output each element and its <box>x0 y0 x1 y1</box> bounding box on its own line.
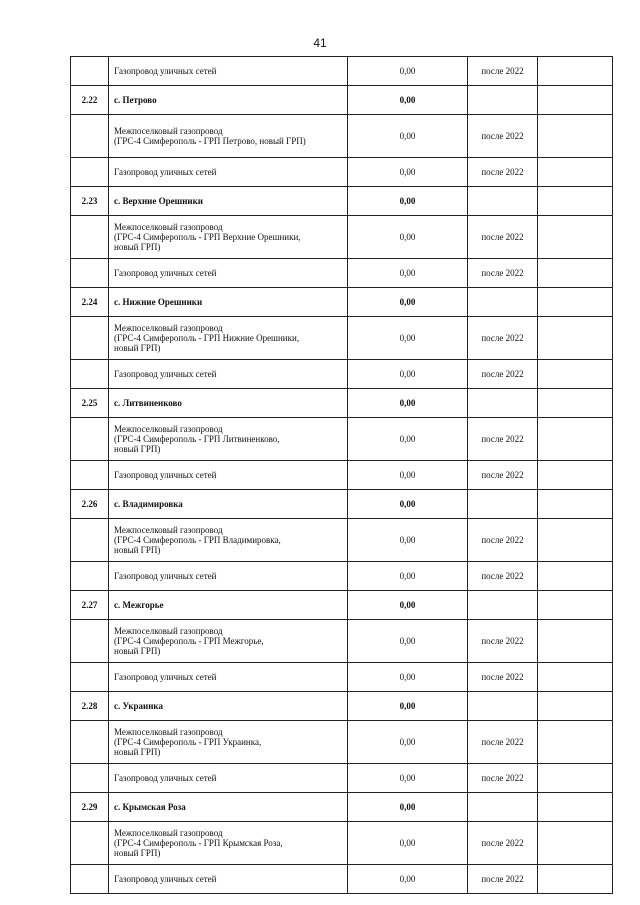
empty-cell <box>538 288 613 317</box>
object-name-line: Газопровод уличных сетей <box>114 874 217 884</box>
object-name-cell <box>109 86 348 115</box>
period-cell: после 2022 <box>468 115 538 158</box>
object-name-line: с. Крымская Роза <box>114 802 186 812</box>
object-name-cell <box>109 418 348 461</box>
value-cell: 0,00 <box>348 389 468 418</box>
table-row <box>71 519 613 562</box>
row-number-cell: 2.23 <box>71 187 109 216</box>
object-name-line: с. Межгорье <box>114 600 164 610</box>
row-number-cell: 2.26 <box>71 490 109 519</box>
row-number-cell <box>71 822 109 865</box>
object-name-cell <box>109 562 348 591</box>
object-name-cell <box>109 360 348 389</box>
object-name-line: Межпоселковый газопровод <box>114 126 223 136</box>
empty-cell <box>538 663 613 692</box>
period-cell: после 2022 <box>468 721 538 764</box>
table-row <box>71 822 613 865</box>
empty-cell <box>538 620 613 663</box>
section-row <box>71 288 613 317</box>
value-cell: 0,00 <box>348 663 468 692</box>
value-cell: 0,00 <box>348 216 468 259</box>
table-row <box>71 620 613 663</box>
object-name-line: с. Нижние Орешники <box>114 297 203 307</box>
value-cell: 0,00 <box>348 793 468 822</box>
period-cell: после 2022 <box>468 519 538 562</box>
empty-cell <box>538 317 613 360</box>
table-row <box>71 216 613 259</box>
value-cell: 0,00 <box>348 519 468 562</box>
row-number-cell <box>71 620 109 663</box>
empty-cell <box>538 418 613 461</box>
row-number-cell <box>71 216 109 259</box>
object-name-line: Газопровод уличных сетей <box>114 672 217 682</box>
object-name-cell <box>109 259 348 288</box>
row-number-cell <box>71 259 109 288</box>
object-name-line: (ГРС-4 Симферополь - ГРП Крымская Роза, <box>114 838 283 848</box>
table-body <box>71 57 613 894</box>
value-cell: 0,00 <box>348 187 468 216</box>
object-name-line: (ГРС-4 Симферополь - ГРП Верхние Орешники, <box>114 232 301 242</box>
object-name-line: Межпоселковый газопровод <box>114 525 223 535</box>
value-cell: 0,00 <box>348 591 468 620</box>
table-row <box>71 57 613 86</box>
object-name-cell <box>109 620 348 663</box>
empty-cell <box>538 793 613 822</box>
period-cell <box>468 288 538 317</box>
object-name-line: Межпоселковый газопровод <box>114 828 223 838</box>
object-name-line: Газопровод уличных сетей <box>114 571 217 581</box>
value-cell: 0,00 <box>348 86 468 115</box>
value-cell: 0,00 <box>348 259 468 288</box>
section-row <box>71 591 613 620</box>
value-cell: 0,00 <box>348 288 468 317</box>
row-number-cell <box>71 519 109 562</box>
row-number-cell <box>71 562 109 591</box>
period-cell: после 2022 <box>468 317 538 360</box>
value-cell: 0,00 <box>348 721 468 764</box>
object-name-cell <box>109 216 348 259</box>
object-name-line: с. Владимировка <box>114 499 183 509</box>
empty-cell <box>538 259 613 288</box>
value-cell: 0,00 <box>348 418 468 461</box>
value-cell: 0,00 <box>348 562 468 591</box>
section-row <box>71 187 613 216</box>
period-cell: после 2022 <box>468 259 538 288</box>
object-name-cell <box>109 692 348 721</box>
period-cell <box>468 187 538 216</box>
object-name-line: новый ГРП) <box>114 242 161 252</box>
section-row <box>71 389 613 418</box>
empty-cell <box>538 360 613 389</box>
period-cell <box>468 591 538 620</box>
table-row <box>71 115 613 158</box>
object-name-line: новый ГРП) <box>114 747 161 757</box>
object-name-cell <box>109 115 348 158</box>
value-cell: 0,00 <box>348 620 468 663</box>
object-name-cell <box>109 158 348 187</box>
object-name-cell <box>109 663 348 692</box>
object-name-cell <box>109 764 348 793</box>
object-name-line: (ГРС-4 Симферополь - ГРП Нижние Орешники, <box>114 333 300 343</box>
table-row <box>71 259 613 288</box>
row-number-cell <box>71 360 109 389</box>
object-name-cell <box>109 721 348 764</box>
object-name-line: новый ГРП) <box>114 343 161 353</box>
row-number-cell <box>71 721 109 764</box>
period-cell: после 2022 <box>468 822 538 865</box>
period-cell: после 2022 <box>468 620 538 663</box>
empty-cell <box>538 764 613 793</box>
object-name-line: Межпоселковый газопровод <box>114 626 223 636</box>
value-cell: 0,00 <box>348 865 468 894</box>
empty-cell <box>538 216 613 259</box>
object-name-line: Газопровод уличных сетей <box>114 268 217 278</box>
object-name-cell <box>109 187 348 216</box>
period-cell <box>468 490 538 519</box>
empty-cell <box>538 57 613 86</box>
row-number-cell <box>71 158 109 187</box>
period-cell <box>468 86 538 115</box>
period-cell <box>468 793 538 822</box>
empty-cell <box>538 591 613 620</box>
object-name-line: новый ГРП) <box>114 848 161 858</box>
row-number-cell <box>71 57 109 86</box>
object-name-line: (ГРС-4 Симферополь - ГРП Межгорье, <box>114 636 264 646</box>
empty-cell <box>538 721 613 764</box>
period-cell: после 2022 <box>468 764 538 793</box>
empty-cell <box>538 187 613 216</box>
value-cell: 0,00 <box>348 158 468 187</box>
row-number-cell <box>71 764 109 793</box>
object-name-line: Межпоселковый газопровод <box>114 323 223 333</box>
object-name-line: (ГРС-4 Симферополь - ГРП Литвиненково, <box>114 434 280 444</box>
empty-cell <box>538 519 613 562</box>
object-name-cell <box>109 591 348 620</box>
object-name-line: новый ГРП) <box>114 444 161 454</box>
object-name-line: новый ГРП) <box>114 545 161 555</box>
object-name-line: новый ГРП) <box>114 646 161 656</box>
object-name-line: Межпоселковый газопровод <box>114 424 223 434</box>
period-cell: после 2022 <box>468 57 538 86</box>
row-number-cell <box>71 115 109 158</box>
empty-cell <box>538 389 613 418</box>
empty-cell <box>538 865 613 894</box>
section-row <box>71 86 613 115</box>
object-name-line: Газопровод уличных сетей <box>114 167 217 177</box>
empty-cell <box>538 461 613 490</box>
investment-table <box>70 56 613 894</box>
object-name-line: (ГРС-4 Симферополь - ГРП Владимировка, <box>114 535 281 545</box>
object-name-line: с. Верхние Орешники <box>114 196 203 206</box>
object-name-cell <box>109 490 348 519</box>
value-cell: 0,00 <box>348 490 468 519</box>
object-name-cell <box>109 793 348 822</box>
object-name-line: Межпоселковый газопровод <box>114 727 223 737</box>
table-row <box>71 663 613 692</box>
empty-cell <box>538 692 613 721</box>
section-row <box>71 692 613 721</box>
empty-cell <box>538 822 613 865</box>
row-number-cell <box>71 418 109 461</box>
period-cell <box>468 692 538 721</box>
object-name-line: с. Украинка <box>114 701 163 711</box>
empty-cell <box>538 562 613 591</box>
table-row <box>71 461 613 490</box>
object-name-line: Газопровод уличных сетей <box>114 773 217 783</box>
object-name-cell <box>109 461 348 490</box>
table-row <box>71 360 613 389</box>
object-name-cell <box>109 317 348 360</box>
period-cell: после 2022 <box>468 663 538 692</box>
object-name-cell <box>109 865 348 894</box>
row-number-cell: 2.28 <box>71 692 109 721</box>
period-cell: после 2022 <box>468 865 538 894</box>
period-cell: после 2022 <box>468 562 538 591</box>
object-name-cell <box>109 389 348 418</box>
row-number-cell <box>71 461 109 490</box>
value-cell: 0,00 <box>348 764 468 793</box>
value-cell: 0,00 <box>348 360 468 389</box>
row-number-cell: 2.22 <box>71 86 109 115</box>
period-cell: после 2022 <box>468 216 538 259</box>
period-cell: после 2022 <box>468 158 538 187</box>
row-number-cell <box>71 317 109 360</box>
object-name-line: Газопровод уличных сетей <box>114 470 217 480</box>
row-number-cell: 2.24 <box>71 288 109 317</box>
value-cell: 0,00 <box>348 115 468 158</box>
object-name-cell <box>109 822 348 865</box>
table-row <box>71 721 613 764</box>
value-cell: 0,00 <box>348 57 468 86</box>
value-cell: 0,00 <box>348 317 468 360</box>
object-name-line: Газопровод уличных сетей <box>114 369 217 379</box>
table-row <box>71 418 613 461</box>
object-name-cell <box>109 519 348 562</box>
value-cell: 0,00 <box>348 461 468 490</box>
section-row <box>71 490 613 519</box>
section-row <box>71 793 613 822</box>
empty-cell <box>538 158 613 187</box>
row-number-cell: 2.29 <box>71 793 109 822</box>
empty-cell <box>538 115 613 158</box>
table-row <box>71 764 613 793</box>
object-name-line: с. Петрово <box>114 95 157 105</box>
value-cell: 0,00 <box>348 822 468 865</box>
object-name-cell <box>109 288 348 317</box>
row-number-cell: 2.27 <box>71 591 109 620</box>
object-name-line: (ГРС-4 Симферополь - ГРП Петрово, новый ГРП) <box>114 136 306 146</box>
period-cell: после 2022 <box>468 418 538 461</box>
value-cell: 0,00 <box>348 692 468 721</box>
object-name-cell <box>109 57 348 86</box>
table-row <box>71 865 613 894</box>
page-number: 41 <box>313 36 327 50</box>
object-name-line: Межпоселковый газопровод <box>114 222 223 232</box>
period-cell <box>468 389 538 418</box>
table-row <box>71 562 613 591</box>
row-number-cell <box>71 663 109 692</box>
table-row <box>71 158 613 187</box>
object-name-line: с. Литвиненково <box>114 398 182 408</box>
period-cell: после 2022 <box>468 461 538 490</box>
period-cell: после 2022 <box>468 360 538 389</box>
empty-cell <box>538 490 613 519</box>
empty-cell <box>538 86 613 115</box>
row-number-cell <box>71 865 109 894</box>
table-row <box>71 317 613 360</box>
row-number-cell: 2.25 <box>71 389 109 418</box>
object-name-line: Газопровод уличных сетей <box>114 66 217 76</box>
object-name-line: (ГРС-4 Симферополь - ГРП Украинка, <box>114 737 262 747</box>
